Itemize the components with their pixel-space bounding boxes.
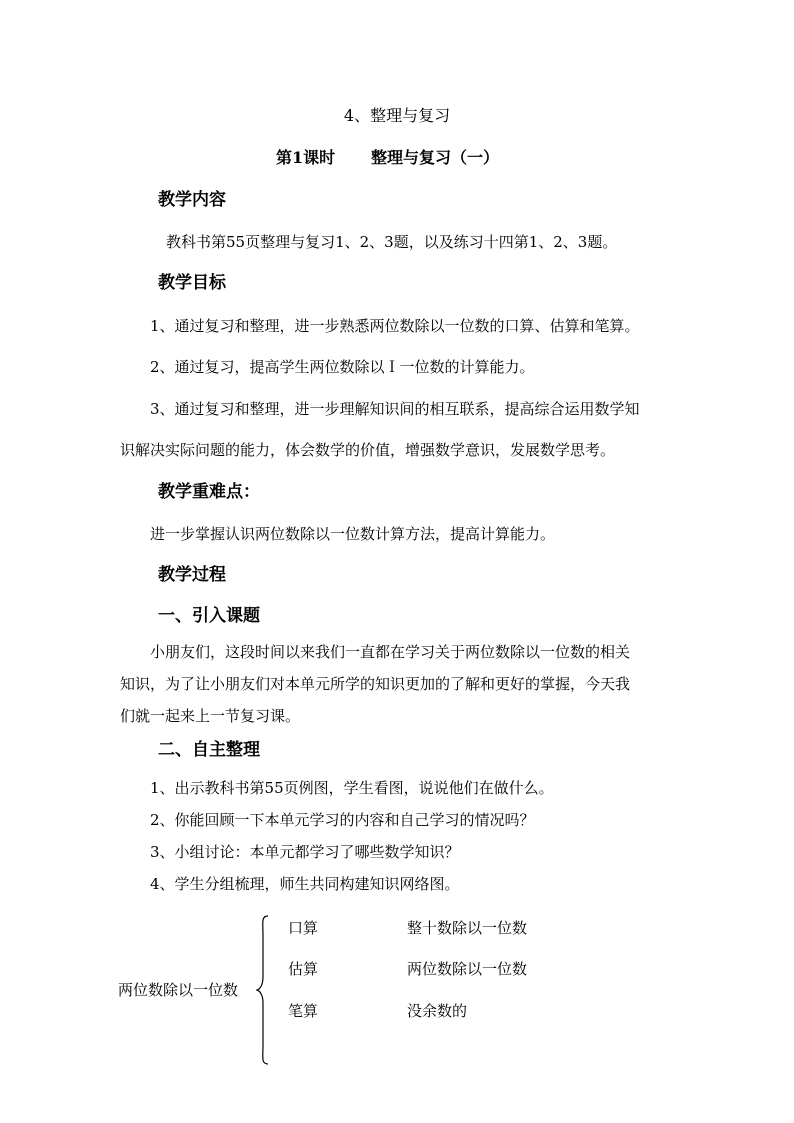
document-title: 4、整理与复习 (343, 106, 451, 125)
goal-item: 3、通过复习和整理，进一步理解知识间的相互联系，提高综合运用数学知 (150, 400, 640, 418)
content-text: 教科书第55页整理与复习1、2、3题，以及练习十四第1、2、3题。 (166, 233, 618, 251)
part1-line: 知识，为了让小朋友们对本单元所学的知识更加的了解和更好的掌握，今天我 (120, 675, 631, 693)
part2-item: 4、学生分组梳理，师生共同构建知识网络图。 (150, 875, 460, 893)
section-heading-content: 教学内容 (158, 190, 226, 210)
goal-item: 1、通过复习和整理，进一步熟悉两位数除以一位数的口算、估算和笔算。 (150, 317, 640, 335)
curly-brace (256, 915, 270, 1065)
method-written: 笔算 (288, 1002, 319, 1020)
diagram-root: 两位数除以一位数 (118, 981, 239, 999)
type-no-remainder: 没余数的 (407, 1002, 468, 1020)
lesson-title: 第1课时 (276, 148, 336, 167)
section-heading-goals: 教学目标 (158, 273, 226, 293)
lesson-subtitle: 整理与复习（一） (371, 148, 500, 167)
part2-item: 3、小组讨论：本单元都学习了哪些数学知识？ (150, 843, 460, 861)
type-two-digit: 两位数除以一位数 (407, 960, 528, 978)
goal-item: 2、通过复习，提高学生两位数除以Ｉ一位数的计算能力。 (150, 358, 535, 376)
part1-heading: 一、引入课题 (158, 606, 260, 626)
method-estimate: 估算 (288, 960, 319, 978)
key-points-text: 进一步掌握认识两位数除以一位数计算方法，提高计算能力。 (150, 525, 556, 543)
method-mental: 口算 (288, 919, 319, 937)
part1-line: 们就一起来上一节复习课。 (120, 707, 301, 725)
section-heading-key-points: 教学重难点： (158, 482, 260, 502)
type-whole-tens: 整十数除以一位数 (407, 919, 528, 937)
part2-item: 2、你能回顾一下本单元学习的内容和自己学习的情况吗？ (150, 811, 535, 829)
part2-heading: 二、自主整理 (158, 740, 260, 760)
part1-line: 小朋友们，这段时间以来我们一直都在学习关于两位数除以一位数的相关 (150, 643, 631, 661)
part2-item: 1、出示教科书第55页例图，学生看图，说说他们在做什么。 (150, 779, 554, 797)
goal-item-continued: 识解决实际问题的能力，体会数学的价值，增强数学意识，发展数学思考。 (120, 441, 616, 459)
section-heading-process: 教学过程 (158, 565, 226, 585)
